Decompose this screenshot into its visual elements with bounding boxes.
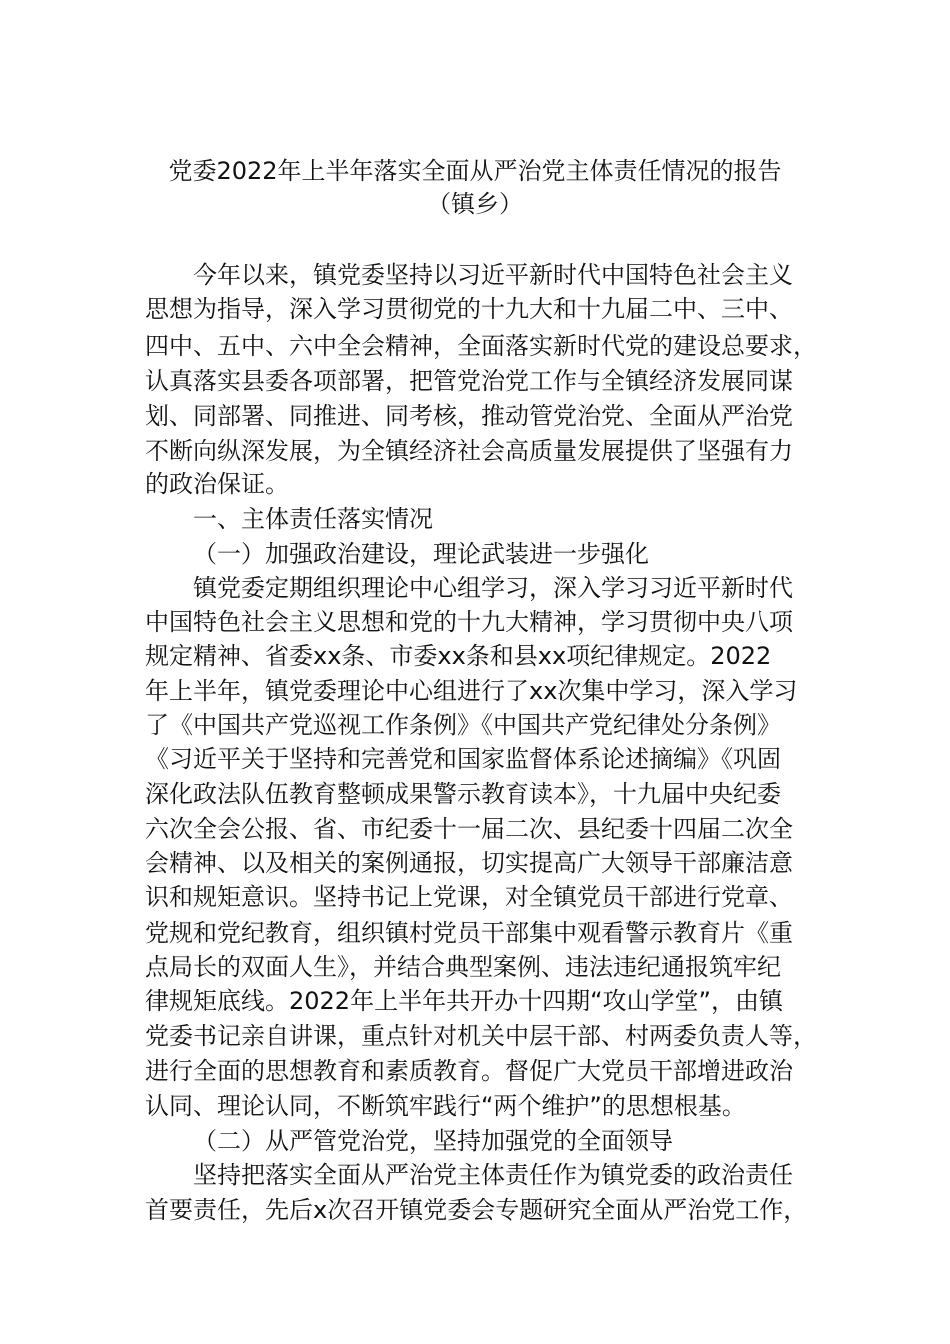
body-line: 会精神、以及相关的案例通报，切实提高广大领导干部廉洁意 bbox=[145, 849, 793, 877]
body-line: 识和规矩意识。坚持书记上党课，对全镇党员干部进行党章、 bbox=[145, 883, 793, 911]
body-line: 今年以来，镇党委坚持以习近平新时代中国特色社会主义 bbox=[193, 261, 793, 289]
subsection-heading: （二）从严管党治党，坚持加强党的全面领导 bbox=[193, 1127, 673, 1155]
body-line: 点局长的双面人生》，并结合典型案例、违法违纪通报筑牢纪 bbox=[145, 953, 781, 981]
body-line: 进行全面的思想教育和素质教育。督促广大党员干部增进政治 bbox=[145, 1057, 793, 1085]
body-line: 党规和党纪教育，组织镇村党员干部集中观看警示教育片《重 bbox=[145, 919, 793, 947]
document-subtitle: （镇乡） bbox=[427, 190, 523, 218]
body-line: 中国特色社会主义思想和党的十九大精神，学习贯彻中央八项 bbox=[145, 608, 793, 636]
body-line: 认同、理论认同，不断筑牢践行“两个维护”的思想根基。 bbox=[145, 1092, 746, 1120]
body-line: 四中、五中、六中全会精神，全面落实新时代党的建设总要求， bbox=[145, 332, 817, 360]
body-line: 镇党委定期组织理论中心组学习，深入学习习近平新时代 bbox=[193, 574, 793, 602]
body-line: 律规矩底线。2022年上半年共开办十四期“攻山学堂”，由镇 bbox=[145, 987, 783, 1015]
body-line: 规定精神、省委xx条、市委xx条和县xx项纪律规定。2022 bbox=[145, 642, 772, 670]
body-line: 了《中国共产党巡视工作条例》《中国共产党纪律处分条例》 bbox=[145, 711, 781, 739]
body-line: 党委书记亲自讲课，重点针对机关中层干部、村两委负责人等， bbox=[145, 1022, 817, 1050]
body-line: 认真落实县委各项部署，把管党治党工作与全镇经济发展同谋 bbox=[145, 367, 793, 395]
body-line: 划、同部署、同推进、同考核，推动管党治党、全面从严治党 bbox=[145, 402, 793, 430]
body-line: 思想为指导，深入学习贯彻党的十九大和十九届二中、三中、 bbox=[145, 295, 793, 323]
section-heading: 一、主体责任落实情况 bbox=[193, 505, 433, 533]
body-line: 不断向纵深发展，为全镇经济社会高质量发展提供了坚强有力 bbox=[145, 437, 793, 465]
body-line: 深化政法队伍教育整顿成果警示教育读本》，十九届中央纪委 bbox=[145, 780, 781, 808]
body-line: 的政治保证。 bbox=[145, 470, 289, 498]
subsection-heading: （一）加强政治建设，理论武装进一步强化 bbox=[193, 540, 649, 568]
body-line: 六次全会公报、省、市纪委十一届二次、县纪委十四届二次全 bbox=[145, 815, 793, 843]
body-line: 《习近平关于坚持和完善党和国家监督体系论述摘编》《巩固 bbox=[145, 745, 781, 773]
body-line: 坚持把落实全面从严治党主体责任作为镇党委的政治责任 bbox=[193, 1161, 793, 1189]
document-title: 党委2022年上半年落实全面从严治党主体责任情况的报告 bbox=[168, 157, 782, 185]
body-line: 首要责任，先后x次召开镇党委会专题研究全面从严治党工作， bbox=[145, 1196, 808, 1224]
body-line: 年上半年，镇党委理论中心组进行了xx次集中学习，深入学习 bbox=[145, 677, 798, 705]
